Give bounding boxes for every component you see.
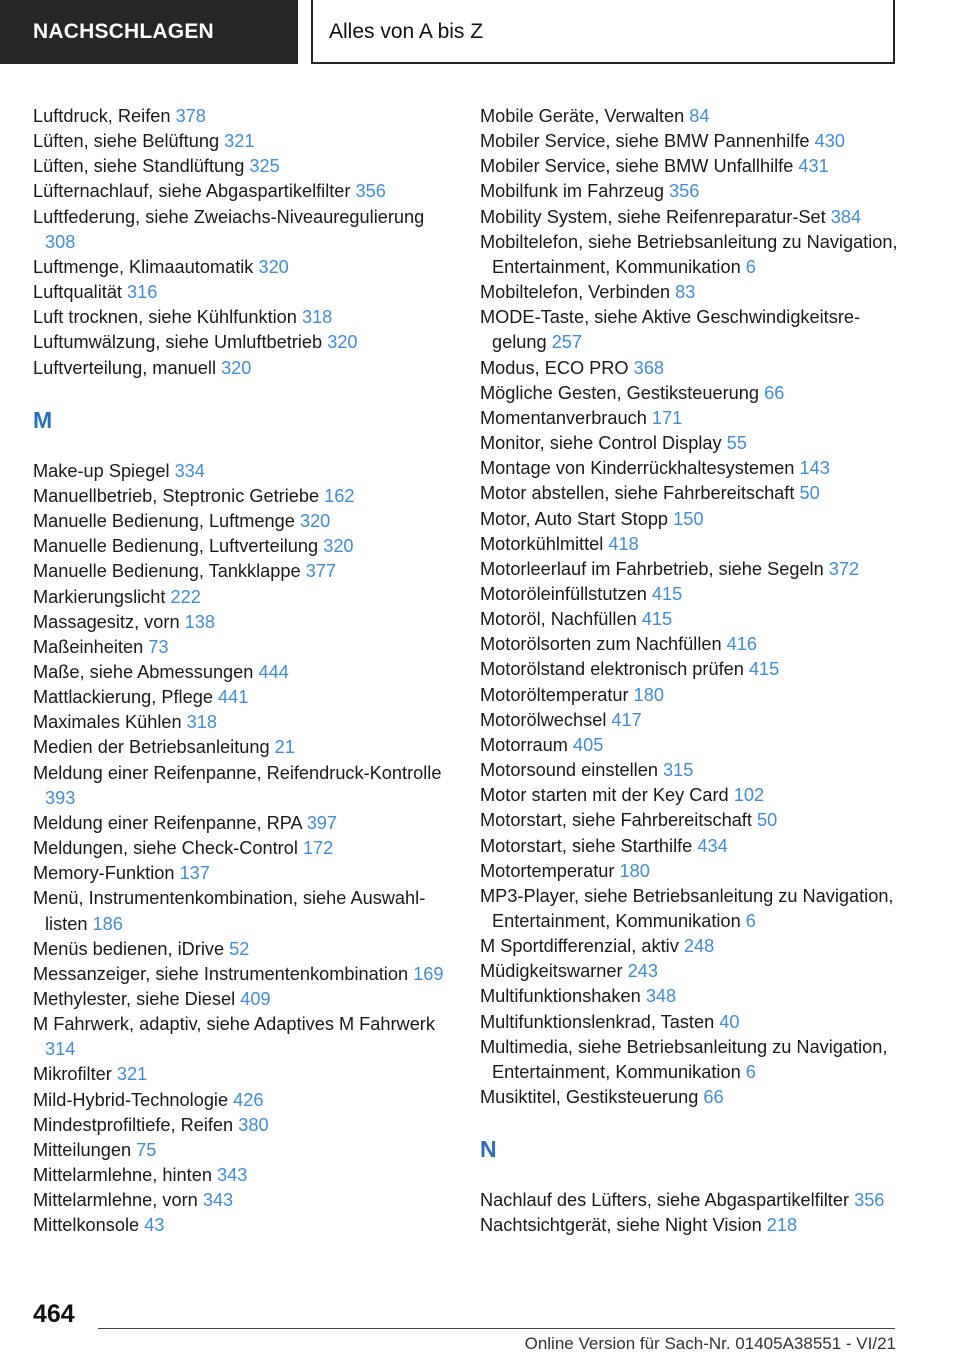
index-entry [33, 861, 453, 886]
index-entry-term: Meldung einer Reifenpanne, Reifendruck-Kontrolle [33, 762, 442, 783]
index-entry-term: Mittelarmlehne, vorn [33, 1190, 198, 1211]
index-letter-heading: M [33, 406, 53, 433]
index-entry-term: Manuelle Bedienung, Luftmenge [33, 511, 295, 532]
index-entry-term: Mobiltelefon, Verbinden [480, 282, 671, 303]
page-number: 464 [33, 1300, 75, 1328]
index-entry-term: Motorsound einstellen [480, 760, 658, 781]
index-entry [33, 356, 453, 381]
index-page-link[interactable]: 137 [179, 863, 210, 884]
index-entry [480, 129, 900, 154]
index-page-link[interactable]: 325 [249, 156, 280, 177]
index-entry-term: Medien der Betriebsanleitung [33, 737, 270, 758]
index-page-link[interactable]: 257 [551, 332, 583, 353]
index-entry-term: Maximales Kühlen [33, 712, 182, 733]
index-page-link[interactable]: 102 [733, 785, 765, 806]
index-page-link[interactable]: 83 [675, 282, 696, 303]
index-entry-term: Motor abstellen, siehe Fahrbereitschaft [480, 483, 795, 504]
index-entry [480, 808, 900, 833]
index-entry [33, 660, 453, 685]
index-entry-term: Menüs bedienen, iDrive [33, 938, 225, 959]
index-entry-term: Modus, ECO PRO [480, 357, 629, 378]
index-page-link[interactable]: 150 [673, 508, 704, 529]
index-entry-term: Mattlackierung, Pflege [33, 687, 213, 708]
index-page-link[interactable]: 320 [258, 256, 289, 277]
index-page-link[interactable]: 84 [689, 106, 710, 126]
index-entry [33, 255, 453, 280]
index-entry-term: Manuelle Bedienung, Luftverteilung [33, 536, 319, 557]
index-entry [33, 987, 453, 1012]
index-page-link[interactable]: 50 [756, 810, 778, 831]
index-page-link[interactable]: 415 [641, 609, 673, 630]
index-entry-term: Meldungen, siehe Check-Control [33, 838, 298, 859]
index-page-link[interactable]: 430 [814, 131, 845, 152]
index-entry-term: Multifunktionshaken [480, 986, 641, 1007]
index-entry [33, 1113, 453, 1138]
index-entry [33, 205, 453, 255]
index-entry-term: Motor starten mit der Key Card [480, 785, 729, 806]
index-page-link[interactable]: 441 [218, 687, 249, 708]
index-entry [480, 1035, 900, 1085]
index-entry-term: Motorölwechsel [480, 709, 607, 730]
index-entry-term: M Sportdifferenzial, aktiv [480, 936, 679, 957]
index-page-link[interactable]: 426 [233, 1089, 264, 1110]
index-page-link[interactable]: 418 [608, 533, 639, 554]
index-entry-term: Montage von Kinderrückhaltesystemen [480, 458, 795, 479]
index-entry-term: Motorleerlauf im Fahrbetrieb, siehe Segeln [480, 558, 824, 579]
index-entry [480, 1010, 900, 1035]
index-page-link[interactable]: 417 [611, 709, 642, 730]
index-entry-term: Motoröl, Nachfüllen [480, 609, 637, 630]
index-column-left [33, 104, 453, 1239]
index-entry [480, 859, 900, 884]
index-letter-heading: N [480, 1136, 497, 1163]
index-page-link[interactable]: 218 [766, 1215, 798, 1236]
index-entry-term: Mittelkonsole [33, 1215, 140, 1236]
index-entry [33, 1088, 453, 1113]
index-page-link[interactable]: 416 [726, 634, 758, 655]
index-entry-term: Memory-Funktion [33, 863, 175, 884]
index-page-link[interactable]: 434 [697, 835, 728, 856]
index-entry [33, 1138, 453, 1163]
index-entry-term: MODE-Taste, siehe Aktive Geschwindigkeitsregelung [480, 307, 861, 353]
index-page-link[interactable]: 372 [828, 558, 860, 579]
index-entry-term: Massagesitz, vorn [33, 611, 180, 632]
index-entry-term: Musiktitel, Gestiksteuerung [480, 1087, 699, 1108]
index-entry-term: Müdigkeitswarner [480, 961, 623, 982]
index-entry-term: Messanzeiger, siehe Instrumentenkombination [33, 963, 409, 984]
index-entry [480, 104, 900, 129]
index-page-link[interactable]: 444 [258, 661, 289, 682]
index-entry [33, 962, 453, 987]
index-page-link[interactable]: 334 [174, 460, 205, 481]
index-entry-term: Motortemperatur [480, 860, 615, 881]
index-page-link[interactable]: 318 [301, 307, 333, 328]
index-page-link[interactable]: 55 [726, 433, 747, 454]
index-page-link[interactable]: 415 [748, 659, 780, 680]
index-page-link[interactable]: 315 [663, 760, 694, 781]
index-page-link[interactable]: 393 [45, 787, 76, 808]
index-entry [33, 305, 453, 330]
index-entry-term: Mindestprofiltiefe, Reifen [33, 1114, 234, 1135]
index-entry [480, 657, 900, 682]
index-entry [33, 129, 453, 154]
footer-divider [98, 1328, 895, 1329]
page-title: Alles von A bis Z [311, 0, 895, 64]
index-entry-term: Luftqualität [33, 282, 122, 303]
index-entry [480, 984, 900, 1009]
index-page-link[interactable]: 314 [45, 1039, 76, 1060]
index-entry-term: Maßeinheiten [33, 636, 144, 657]
index-entry [33, 1163, 453, 1188]
index-page-link[interactable]: 222 [170, 586, 201, 607]
index-entry [33, 1188, 453, 1213]
index-page-link[interactable]: 43 [144, 1215, 165, 1236]
index-entry-term: Mitteilungen [33, 1139, 132, 1160]
index-entry-term: Meldung einer Reifenpanne, RPA [33, 812, 302, 833]
index-entry [480, 381, 900, 406]
index-entry-term: Motorölstand elektronisch prüfen [480, 659, 744, 680]
index-entry [33, 330, 453, 355]
index-page-link[interactable]: 356 [669, 181, 700, 202]
index-page-link[interactable]: 180 [633, 684, 665, 705]
index-entry-term: Mikrofilter [33, 1064, 112, 1085]
index-page-link[interactable]: 6 [745, 256, 756, 277]
index-page-link[interactable]: 320 [323, 536, 354, 557]
index-entry [33, 280, 453, 305]
index-entry [33, 735, 453, 760]
index-entry-term: MP3-Player, siehe Betriebsanleitung zu Navigation, Entertainment, Kommunikation [480, 885, 894, 931]
index-page-link[interactable]: 248 [683, 936, 715, 957]
index-entry [33, 559, 453, 584]
index-page-link[interactable]: 343 [202, 1190, 234, 1211]
index-page-link[interactable]: 171 [651, 407, 683, 428]
index-entry-term: Luftdruck, Reifen [33, 106, 171, 126]
index-page-link[interactable]: 356 [854, 1190, 885, 1211]
index-entry [480, 1085, 900, 1110]
index-page-link[interactable]: 162 [324, 485, 355, 506]
index-entry [480, 431, 900, 456]
index-page-link[interactable]: 180 [619, 860, 650, 881]
index-entry [33, 484, 453, 509]
index-entry [480, 230, 900, 280]
index-page-link[interactable]: 243 [627, 961, 658, 982]
index-entry [480, 582, 900, 607]
index-page-link[interactable]: 431 [798, 156, 829, 177]
index-page-link[interactable]: 66 [764, 382, 785, 403]
index-entry [480, 154, 900, 179]
index-page-link[interactable]: 40 [719, 1011, 740, 1032]
index-entry [33, 104, 453, 129]
index-page-link[interactable]: 143 [799, 458, 830, 479]
index-entry [33, 811, 453, 836]
index-entry-term: Luftmenge, Klimaautomatik [33, 256, 254, 277]
index-page-link[interactable]: 368 [633, 357, 664, 378]
index-entry [33, 1062, 453, 1087]
index-entry [480, 607, 900, 632]
index-page-link[interactable]: 73 [148, 636, 169, 657]
index-entry-term: Mobiler Service, siehe BMW Unfallhilfe [480, 156, 794, 177]
index-entry [480, 507, 900, 532]
index-page-link[interactable]: 320 [299, 511, 331, 532]
index-entry [480, 1188, 900, 1213]
index-entry-term: Motoröleinfüllstutzen [480, 583, 647, 604]
index-page-link[interactable]: 348 [645, 986, 677, 1007]
index-entry [33, 635, 453, 660]
index-page-link[interactable]: 405 [573, 734, 604, 755]
index-entry-term: Monitor, siehe Control Display [480, 433, 722, 454]
index-entry-term: Mobiltelefon, siehe Betriebsanleitung zu Navigation, Entertainment, Kommunikation [480, 231, 898, 277]
index-entry-term: Lüften, siehe Belüftung [33, 131, 220, 152]
index-entry-term: Motoröltemperatur [480, 684, 629, 705]
index-entry-term: Lüften, siehe Standlüftung [33, 156, 245, 177]
index-page-link[interactable]: 318 [186, 712, 218, 733]
index-entry [33, 1213, 453, 1238]
index-page-link[interactable]: 169 [413, 963, 444, 984]
index-entry-term: Make-up Spiegel [33, 460, 170, 481]
index-entry [33, 459, 453, 484]
index-entry [480, 532, 900, 557]
index-column-right [480, 104, 900, 1239]
index-page-link[interactable]: 343 [217, 1165, 248, 1186]
index-entry [33, 710, 453, 735]
index-entry [480, 280, 900, 305]
index-entry-term: Manuelle Bedienung, Tankklappe [33, 561, 301, 582]
index-page-link[interactable]: 316 [127, 282, 158, 303]
index-page-link[interactable]: 75 [136, 1139, 157, 1160]
index-page-link[interactable]: 6 [745, 911, 756, 931]
index-entry-term: Mobiler Service, siehe BMW Pannenhilfe [480, 131, 810, 152]
index-entry-term: Multimedia, siehe Betriebsanleitung zu Navigation, Entertainment, Kommunikation [480, 1036, 888, 1082]
index-entry-term: Luftverteilung, manuell [33, 357, 216, 378]
index-entry [33, 1012, 453, 1062]
index-entry-term: Nachtsichtgerät, siehe Night Vision [480, 1215, 762, 1236]
index-entry-term: Lüfternachlauf, siehe Abgaspartikelfilter [33, 181, 351, 202]
index-page-link[interactable]: 380 [238, 1114, 269, 1135]
index-page-link[interactable]: 66 [703, 1087, 724, 1108]
index-page-link[interactable]: 320 [327, 332, 358, 353]
index-entry [33, 610, 453, 635]
index-entry [480, 959, 900, 984]
index-entry [480, 456, 900, 481]
index-entry [33, 836, 453, 861]
index-entry [480, 834, 900, 859]
index-page-link[interactable]: 320 [221, 357, 252, 378]
index-entry [33, 886, 453, 936]
index-entry-term: Momentanverbrauch [480, 407, 647, 428]
index-entry-term: Markierungslicht [33, 586, 166, 607]
index-entry-term: Luftumwälzung, siehe Umluftbetrieb [33, 332, 323, 353]
footer-note: Online Version für Sach-Nr. 01405A38551 - VI/21 [524, 1334, 896, 1353]
index-entry [480, 884, 900, 934]
index-entry [33, 534, 453, 559]
index-entry-term: Mobility System, siehe Reifenreparatur-Set [480, 206, 826, 227]
index-entry [33, 585, 453, 610]
index-entry [480, 758, 900, 783]
index-entry-term: Multifunktionslenkrad, Tasten [480, 1011, 715, 1032]
index-page-link[interactable]: 321 [116, 1064, 148, 1085]
index-page-link[interactable]: 138 [184, 611, 215, 632]
index-entry-term: Motorstart, siehe Starthilfe [480, 835, 693, 856]
index-entry-term: Methylester, siehe Diesel [33, 989, 236, 1009]
index-entry-term: Nachlauf des Lüfters, siehe Abgaspartikelfilter [480, 1190, 850, 1211]
index-page-link[interactable]: 321 [224, 131, 255, 152]
index-entry [480, 557, 900, 582]
index-entry-term: M Fahrwerk, adaptiv, siehe Adaptives M Fahrwerk [33, 1014, 435, 1035]
index-entry [33, 179, 453, 204]
page-header [0, 0, 960, 66]
index-page-link[interactable]: 52 [229, 938, 250, 959]
index-entry-term: Motor, Auto Start Stopp [480, 508, 669, 529]
index-entry-term: Mobile Geräte, Verwalten [480, 106, 685, 126]
index-entry-term: Mobilfunk im Fahrzeug [480, 181, 664, 202]
index-entry [480, 783, 900, 808]
index-page-link[interactable]: 377 [305, 561, 337, 582]
index-page-link[interactable]: 415 [651, 583, 683, 604]
index-page-link[interactable]: 409 [240, 989, 271, 1009]
index-entry [480, 683, 900, 708]
index-page-link[interactable]: 186 [92, 913, 123, 934]
index-page-link[interactable]: 384 [830, 206, 862, 227]
index-entry [480, 632, 900, 657]
index-entry-term: Mittelarmlehne, hinten [33, 1165, 212, 1186]
index-entry-term: Luftfederung, siehe Zweiachs-Niveauregulierung [33, 206, 425, 227]
index-page-link[interactable]: 172 [302, 838, 334, 859]
index-page-link[interactable]: 308 [45, 231, 76, 252]
index-page-link[interactable]: 397 [306, 812, 338, 833]
section-label: NACHSCHLAGEN [0, 0, 298, 64]
index-entry [480, 934, 900, 959]
index-page-link[interactable]: 21 [274, 737, 295, 758]
index-entry-term: Mild-Hybrid-Technologie [33, 1089, 229, 1110]
index-entry-term: Motorölsorten zum Nachfüllen [480, 634, 722, 655]
index-entry-term: Maße, siehe Abmessungen [33, 661, 254, 682]
index-page-link[interactable]: 50 [799, 483, 820, 504]
index-entry [33, 685, 453, 710]
index-entry [480, 733, 900, 758]
index-page-link[interactable]: 6 [745, 1061, 756, 1082]
index-page-link[interactable]: 356 [355, 181, 386, 202]
index-entry [33, 937, 453, 962]
index-entry-term: Manuellbetrieb, Steptronic Getriebe [33, 485, 320, 506]
index-entry [480, 481, 900, 506]
index-entry-term: Motorstart, siehe Fahrbereitschaft [480, 810, 752, 831]
index-entry-term: Menü, Instrumentenkombination, siehe Auswahllisten [33, 888, 426, 934]
index-entry [480, 356, 900, 381]
index-entry [480, 708, 900, 733]
index-entry [480, 406, 900, 431]
index-entry-term: Motorraum [480, 734, 568, 755]
index-page-link[interactable]: 378 [175, 106, 206, 126]
index-entry-term: Luft trocknen, siehe Kühlfunktion [33, 307, 297, 328]
index-entry [33, 761, 453, 811]
index-entry [33, 154, 453, 179]
index-entry [480, 205, 900, 230]
index-entry [480, 305, 900, 355]
index-entry-term: Motorkühlmittel [480, 533, 604, 554]
index-entry [480, 1213, 900, 1238]
index-entry [480, 179, 900, 204]
index-entry [33, 509, 453, 534]
index-entry-term: Mögliche Gesten, Gestiksteuerung [480, 382, 760, 403]
